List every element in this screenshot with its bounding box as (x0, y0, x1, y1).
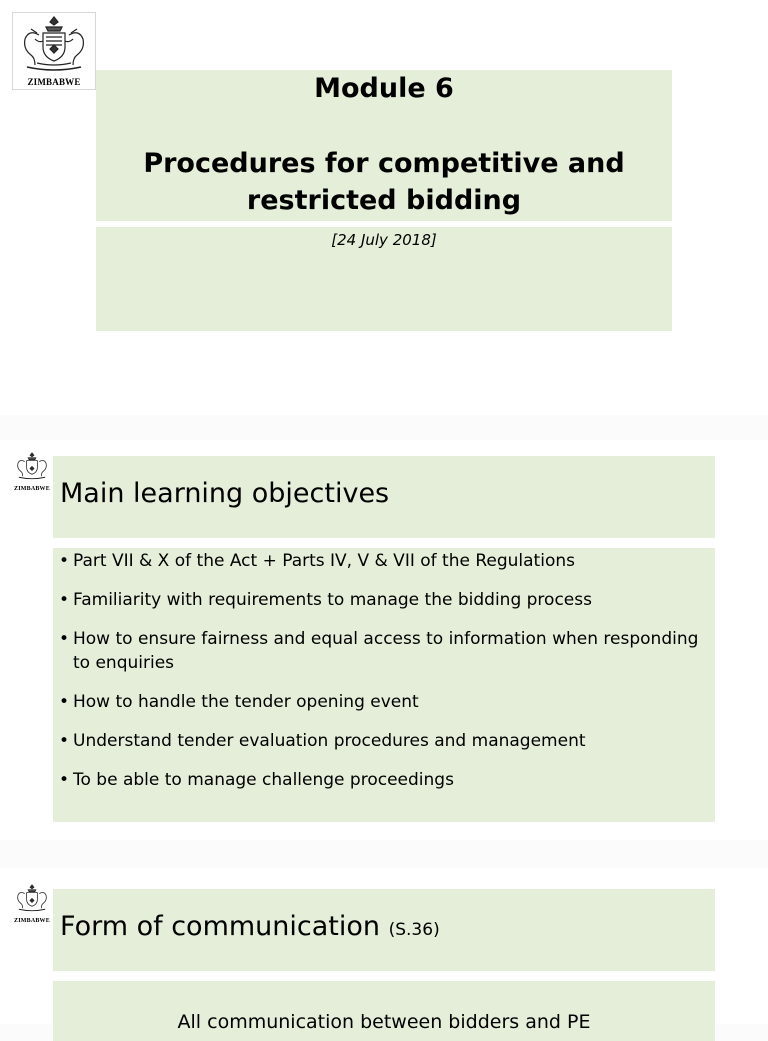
heading-panel (53, 456, 715, 538)
section-heading (60, 911, 440, 942)
slide-2 (0, 440, 768, 840)
slide-1 (0, 0, 768, 415)
emblem-caption: ZIMBABWE (14, 486, 50, 492)
zimbabwe-coat-of-arms (12, 12, 96, 90)
coat-of-arms-icon (13, 13, 95, 75)
list-item: • Understand tender evaluation procedures and management (59, 729, 701, 753)
zimbabwe-coat-of-arms (12, 878, 52, 926)
list-item: • Part VII & X of the Act + Parts IV, V & VII of the Regulations (59, 549, 701, 573)
list-item: • To be able to manage challenge proceedings (59, 768, 701, 792)
emblem-caption: ZIMBABWE (14, 918, 50, 924)
date-text: [24 July 2018] (331, 231, 437, 249)
objectives-list (59, 549, 701, 807)
communication-body-text: All communication between bidders and PE (177, 1011, 591, 1033)
heading-panel (53, 889, 715, 971)
list-item: • How to handle the tender opening event (59, 690, 701, 714)
slide-3 (0, 868, 768, 1033)
coat-of-arms-icon (12, 878, 52, 918)
objectives-panel (53, 548, 715, 822)
heading-section-ref: (S.36) (388, 920, 440, 940)
module-label: Module 6 (314, 73, 454, 104)
list-item: • How to ensure fairness and equal access to information when responding to enquiries (59, 627, 701, 675)
coat-of-arms-icon (12, 446, 52, 486)
list-item: • Familiarity with requirements to manage the bidding process (59, 588, 701, 612)
section-heading: Main learning objectives (60, 478, 390, 509)
emblem-caption: ZIMBABWE (27, 77, 81, 87)
heading-text: Form of communication (60, 911, 381, 942)
title-panel (96, 70, 672, 221)
zimbabwe-coat-of-arms (12, 446, 52, 494)
page-title: Procedures for competitive and restricted bidding (143, 148, 625, 216)
communication-body-panel (53, 981, 715, 1041)
date-panel (96, 227, 672, 331)
